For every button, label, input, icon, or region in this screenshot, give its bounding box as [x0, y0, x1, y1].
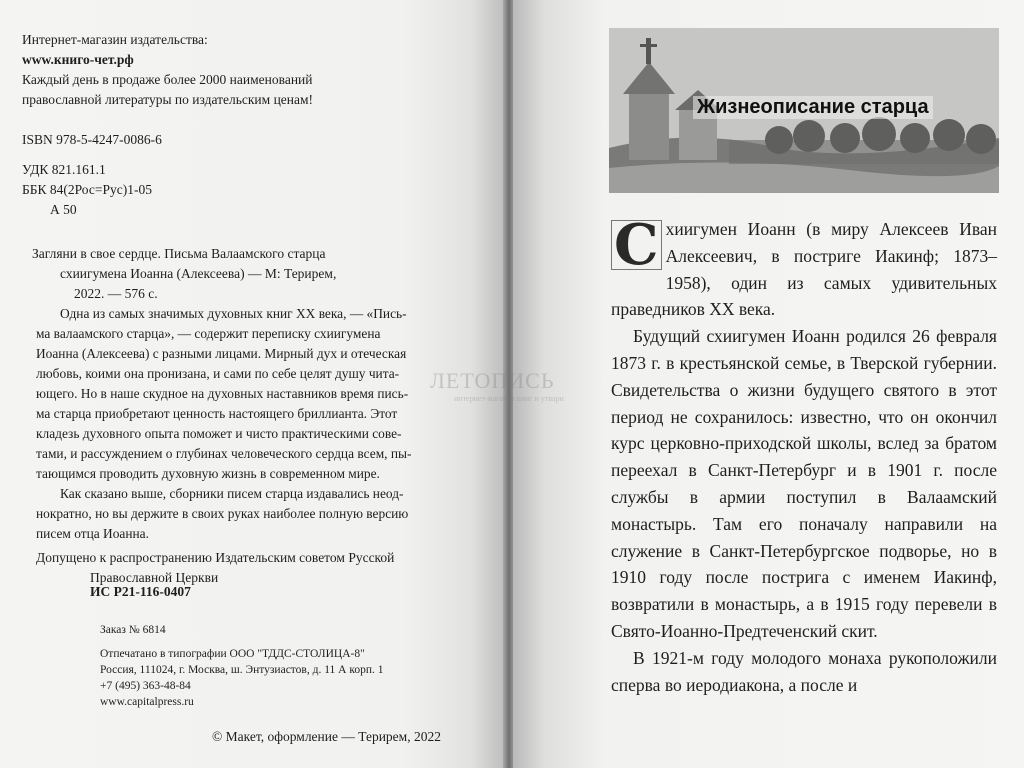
publisher-site: www.книго-чет.рф	[22, 52, 134, 67]
publisher-line: Каждый день в продаже более 2000 наименований	[22, 72, 313, 87]
drop-cap: С	[611, 220, 662, 270]
paragraph: Будущий схиигумен Иоанн родился 26 февраля 1873 г. в крестьянской семье, в Тверской губернии. Свидетельства о жизни будущего святого в этот период не сохранилось: известно, что он окончил курс церковно-приходской школы, вслед за братом переехал в Санкт-Петербург и в 1901 г. после службы в армии поступил в Валаамский монастырь. Там его поначалу направили на служение в Санкт-Петербургское подворье, но в 1910 году после пострига с именем Иакинф, возвратили в монастырь, а в 1915 году перевели в Свято-Иоанно-Предтеченский скит.	[611, 326, 997, 641]
paragraph	[611, 212, 997, 323]
annotation-line: ющего. Но в наше скудное на духовных наставников время пись-	[36, 386, 409, 401]
isr-number: ИС Р21-116-0407	[90, 584, 191, 599]
classification-block	[22, 160, 152, 220]
paragraph-text: хиигумен Иоанн (в миру Алексеев Иван Алексеевич, в постриге Иакинф; 1873–1958), один из самых удивительных праведников XX века.	[611, 219, 997, 320]
annotation	[36, 304, 458, 544]
author-code: А 50	[50, 202, 77, 217]
watermark	[430, 368, 564, 403]
copyright: © Макет, оформление — Терирем, 2022	[212, 729, 441, 744]
printer-line: +7 (495) 363-48-84	[100, 680, 191, 692]
citation-line: схиигумена Иоанна (Алексеева) — М: Терирем,	[60, 266, 337, 281]
annotation-line: Как сказано выше, сборники писем старца издавались неод-	[60, 486, 404, 501]
annotation-line: кладезь духовного опыта поможет и чисто практическими сове-	[36, 426, 402, 441]
watermark-subtext: интернет-магазин книг и утвари	[454, 394, 564, 403]
body-text	[611, 212, 997, 698]
bbk: ББК 84(2Рос=Рус)1-05	[22, 182, 152, 197]
annotation-line: тами, и рассуждением о глубинах человеческого сердца всем, пы-	[36, 446, 412, 461]
annotation-line: ма валаамского старца», — содержит переписку схиигумена	[36, 326, 381, 341]
annotation-line: нократно, но вы держите в своих руках наиболее полную версию	[36, 506, 409, 521]
chapter-title: Жизнеописание старца	[693, 96, 933, 119]
citation	[32, 244, 336, 304]
publisher-block	[22, 30, 313, 110]
citation-line: 2022. — 576 с.	[74, 286, 158, 301]
order-number: Заказ № 6814	[100, 624, 166, 636]
printer-line: Отпечатано в типографии ООО "ТДДС-СТОЛИЦА-8"	[100, 648, 365, 660]
udk: УДК 821.161.1	[22, 162, 106, 177]
paragraph: В 1921-м году молодого монаха рукоположили сперва во иеродиакона, а после и	[611, 647, 997, 695]
watermark-text: ЛЕТОПИСЬ	[430, 368, 555, 393]
annotation-line: Иоанна (Алексеева) с разными лицами. Мирный дух и отеческая	[36, 346, 407, 361]
citation-line: Загляни в свое сердце. Письма Валаамского старца	[32, 246, 326, 261]
printer-line: www.capitalpress.ru	[100, 696, 194, 708]
annotation-line: тающимся проводить духовную жизнь в современном мире.	[36, 466, 380, 481]
annotation-line: ма старца приобретают ценность настоящего бриллианта. Этот	[36, 406, 398, 421]
printer-line: Россия, 111024, г. Москва, ш. Энтузиастов, д. 11 А корп. 1	[100, 664, 384, 676]
publisher-line: Интернет-магазин издательства:	[22, 32, 208, 47]
annotation-line: писем отца Иоанна.	[36, 526, 149, 541]
approval-line: Допущено к распространению Издательским советом Русской	[36, 550, 395, 565]
annotation-line: любовь, коими она пронизана, и сами по себе целят душу чита-	[36, 366, 400, 381]
publisher-line: православной литературы по издательским ценам!	[22, 92, 314, 107]
annotation-line: Одна из самых значимых духовных книг XX века, — «Пись-	[60, 306, 407, 321]
printer-info	[100, 646, 384, 710]
right-page	[513, 0, 1024, 768]
approval-line: Православной Церкви	[90, 570, 219, 585]
isbn: ISBN 978-5-4247-0086-6	[22, 132, 162, 147]
